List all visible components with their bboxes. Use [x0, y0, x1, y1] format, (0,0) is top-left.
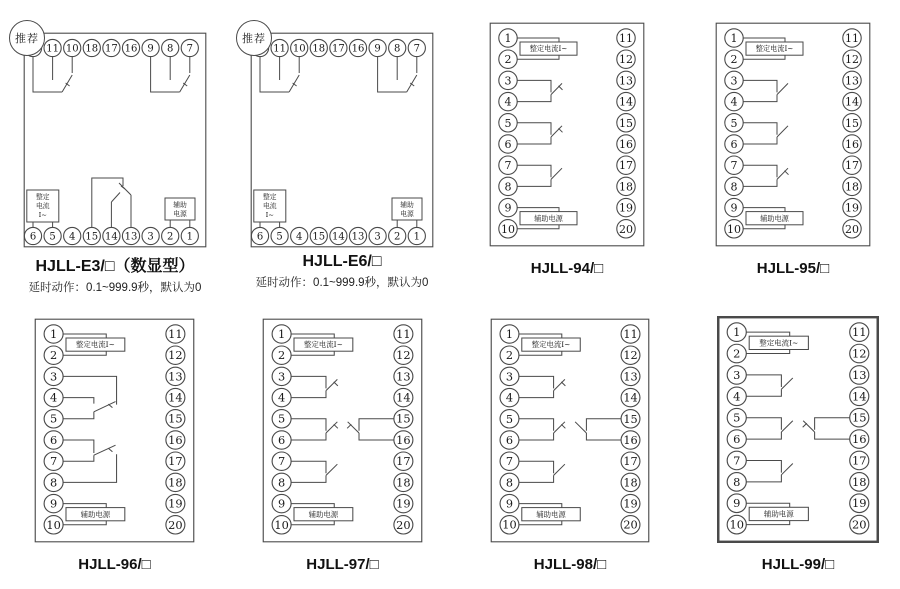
model-caption-98: HJLL-98/□: [533, 556, 607, 573]
svg-text:2: 2: [730, 53, 738, 67]
svg-text:13: 13: [845, 74, 859, 88]
svg-text:1: 1: [733, 326, 741, 340]
svg-text:3: 3: [374, 231, 381, 243]
svg-text:13: 13: [852, 369, 867, 382]
svg-text:6: 6: [504, 137, 512, 151]
svg-text:3: 3: [49, 370, 58, 384]
svg-text:6: 6: [49, 434, 58, 447]
svg-text:7: 7: [733, 454, 741, 468]
svg-text:6: 6: [256, 231, 264, 243]
svg-text:12: 12: [852, 347, 867, 361]
relay-outline-98: [490, 318, 650, 543]
svg-text:1: 1: [504, 31, 512, 45]
model-caption-e3: HJLL-E3/□（数显型）: [35, 258, 195, 275]
svg-text:5: 5: [277, 412, 286, 426]
svg-text:5: 5: [276, 231, 283, 243]
diagram-hjll-e6: [242, 32, 434, 290]
svg-text:4: 4: [505, 391, 514, 405]
svg-text:13: 13: [351, 231, 365, 243]
diagram-hjll-95: [715, 22, 871, 277]
svg-text:11: 11: [623, 328, 638, 341]
svg-text:16: 16: [845, 137, 859, 151]
svg-text:1: 1: [49, 328, 58, 341]
svg-text:5: 5: [49, 231, 56, 243]
svg-text:1: 1: [505, 328, 514, 341]
svg-text:10: 10: [501, 222, 515, 236]
svg-text:14: 14: [845, 95, 859, 109]
svg-text:17: 17: [332, 43, 345, 55]
svg-text:2: 2: [504, 53, 512, 67]
schematic-hjll-99: [717, 316, 879, 543]
svg-text:14: 14: [852, 390, 867, 404]
svg-text:辅助电源: 辅助电源: [760, 213, 789, 223]
svg-text:17: 17: [105, 43, 118, 55]
svg-text:11: 11: [396, 328, 411, 341]
svg-text:7: 7: [730, 159, 738, 173]
svg-text:3: 3: [733, 369, 741, 382]
svg-text:11: 11: [168, 328, 183, 341]
svg-text:14: 14: [105, 231, 118, 243]
svg-text:18: 18: [845, 180, 859, 194]
svg-text:电源: 电源: [173, 210, 187, 218]
relay-outline-94: [489, 22, 645, 247]
svg-text:5: 5: [504, 116, 512, 130]
svg-text:1: 1: [413, 231, 420, 243]
svg-text:11: 11: [46, 43, 59, 55]
svg-text:辅助电源: 辅助电源: [536, 509, 566, 519]
svg-text:15: 15: [852, 411, 867, 425]
svg-text:8: 8: [505, 476, 514, 490]
svg-text:13: 13: [619, 74, 633, 88]
svg-text:20: 20: [619, 222, 633, 236]
svg-text:整定: 整定: [36, 193, 50, 201]
svg-text:6: 6: [733, 433, 741, 447]
svg-text:7: 7: [505, 455, 514, 469]
svg-text:5: 5: [505, 412, 514, 426]
svg-text:20: 20: [845, 222, 859, 236]
svg-text:5: 5: [730, 116, 738, 130]
svg-text:6: 6: [277, 434, 286, 447]
svg-text:20: 20: [168, 518, 183, 532]
svg-text:14: 14: [623, 391, 638, 405]
svg-text:9: 9: [277, 497, 286, 511]
schematic-hjll-97: [262, 318, 423, 543]
relay-outline-97: [262, 318, 423, 543]
svg-text:17: 17: [168, 455, 183, 469]
svg-text:14: 14: [396, 391, 411, 405]
svg-text:4: 4: [69, 231, 76, 243]
svg-text:13: 13: [124, 231, 138, 243]
svg-text:12: 12: [623, 349, 638, 363]
svg-text:1: 1: [730, 31, 738, 45]
svg-text:整定电流I~: 整定电流I~: [531, 340, 571, 350]
relay-outline-99: [717, 316, 879, 543]
svg-text:19: 19: [845, 201, 859, 215]
svg-text:3: 3: [505, 370, 514, 384]
svg-text:18: 18: [619, 180, 633, 194]
svg-text:I~: I~: [265, 211, 274, 219]
svg-text:15: 15: [396, 412, 411, 426]
svg-text:8: 8: [49, 476, 58, 490]
svg-text:15: 15: [168, 412, 183, 426]
model-caption-96: HJLL-96/□: [78, 556, 151, 573]
svg-text:7: 7: [49, 455, 58, 469]
svg-text:8: 8: [733, 476, 741, 489]
svg-text:2: 2: [49, 349, 58, 363]
svg-text:3: 3: [277, 370, 286, 384]
svg-text:2: 2: [505, 349, 514, 363]
recommended-badge: 推荐: [9, 20, 45, 56]
svg-text:辅助: 辅助: [400, 201, 414, 209]
svg-text:辅助电源: 辅助电源: [534, 213, 563, 223]
svg-text:9: 9: [505, 497, 514, 511]
svg-text:1: 1: [186, 231, 193, 243]
svg-text:7: 7: [277, 455, 286, 469]
svg-text:4: 4: [733, 390, 741, 404]
svg-text:4: 4: [504, 95, 512, 109]
relay-outline-e6: [242, 32, 434, 248]
svg-text:12: 12: [845, 53, 859, 67]
svg-text:17: 17: [845, 159, 859, 173]
svg-text:10: 10: [727, 222, 741, 236]
svg-text:辅助电源: 辅助电源: [80, 509, 111, 519]
svg-text:6: 6: [730, 137, 738, 151]
svg-text:3: 3: [730, 74, 738, 88]
model-caption-99: HJLL-99/□: [761, 556, 835, 573]
delay-note-e3: 延时动作：0.1~999.9秒，默认为0: [28, 282, 202, 294]
svg-text:12: 12: [396, 349, 411, 363]
svg-text:10: 10: [502, 518, 517, 532]
svg-text:2: 2: [394, 231, 401, 243]
svg-text:2: 2: [733, 347, 741, 361]
svg-text:6: 6: [29, 231, 37, 243]
diagram-hjll-96: [34, 318, 195, 573]
model-caption-e6: HJLL-E6/□: [302, 253, 382, 270]
svg-text:电源: 电源: [400, 210, 414, 218]
svg-text:16: 16: [351, 43, 365, 55]
diagram-hjll-e3: [15, 32, 207, 295]
svg-text:4: 4: [730, 95, 738, 109]
svg-text:4: 4: [296, 231, 303, 243]
schematic-hjll-98: [490, 318, 650, 543]
svg-text:20: 20: [852, 518, 867, 532]
svg-text:19: 19: [619, 201, 633, 215]
svg-text:9: 9: [147, 43, 154, 55]
svg-text:电流: 电流: [263, 202, 277, 210]
svg-text:12: 12: [619, 53, 633, 67]
svg-text:16: 16: [619, 137, 633, 151]
svg-text:整定电流I~: 整定电流I~: [76, 340, 115, 350]
svg-text:17: 17: [619, 159, 633, 173]
svg-text:15: 15: [85, 231, 99, 243]
svg-text:9: 9: [374, 43, 381, 55]
svg-text:8: 8: [504, 180, 512, 194]
svg-text:3: 3: [504, 74, 512, 88]
model-caption-94: HJLL-94/□: [530, 260, 604, 277]
svg-text:8: 8: [167, 43, 174, 55]
svg-text:10: 10: [292, 43, 306, 55]
svg-text:10: 10: [65, 43, 79, 55]
svg-text:辅助电源: 辅助电源: [763, 509, 794, 519]
svg-text:5: 5: [49, 412, 58, 426]
svg-text:I~: I~: [38, 211, 47, 219]
svg-text:7: 7: [504, 159, 512, 173]
svg-text:9: 9: [49, 497, 58, 511]
svg-text:整定电流I~: 整定电流I~: [304, 340, 343, 350]
svg-text:5: 5: [733, 411, 741, 425]
schematic-hjll-96: [34, 318, 195, 543]
schematic-hjll-e3: [23, 32, 207, 248]
svg-text:8: 8: [277, 476, 286, 490]
svg-text:16: 16: [168, 434, 183, 447]
svg-text:整定电流I~: 整定电流I~: [759, 338, 799, 348]
schematic-hjll-e6: [250, 32, 434, 248]
svg-text:18: 18: [623, 476, 638, 490]
svg-text:1: 1: [277, 328, 286, 341]
diagram-hjll-94: [489, 22, 645, 277]
svg-text:9: 9: [730, 201, 738, 215]
svg-text:19: 19: [168, 497, 183, 511]
svg-text:14: 14: [332, 231, 345, 243]
diagram-hjll-98: [490, 318, 650, 573]
svg-text:整定: 整定: [263, 193, 277, 201]
svg-text:4: 4: [277, 391, 286, 405]
svg-text:18: 18: [168, 476, 183, 490]
svg-text:整定电流I~: 整定电流I~: [529, 44, 568, 54]
schematic-hjll-94: [489, 22, 645, 247]
svg-text:11: 11: [845, 31, 859, 45]
svg-text:8: 8: [730, 180, 738, 194]
svg-text:9: 9: [733, 497, 741, 511]
recommended-badge: 推荐: [236, 20, 272, 56]
relay-outline-96: [34, 318, 195, 543]
svg-text:18: 18: [312, 43, 326, 55]
svg-text:11: 11: [273, 43, 286, 55]
svg-text:11: 11: [852, 326, 867, 340]
svg-text:14: 14: [168, 391, 183, 405]
svg-text:11: 11: [619, 31, 633, 45]
svg-text:7: 7: [186, 43, 193, 55]
svg-text:电流: 电流: [36, 202, 50, 210]
svg-text:17: 17: [852, 454, 867, 468]
svg-text:15: 15: [845, 116, 859, 130]
svg-text:15: 15: [623, 412, 638, 426]
svg-text:19: 19: [623, 497, 638, 511]
relay-outline-e3: [15, 32, 207, 248]
svg-text:整定电流I~: 整定电流I~: [755, 44, 794, 54]
svg-text:3: 3: [147, 231, 154, 243]
svg-text:16: 16: [124, 43, 138, 55]
svg-text:19: 19: [852, 497, 867, 511]
diagram-hjll-97: [262, 318, 423, 573]
delay-note-e6: 延时动作：0.1~999.9秒，默认为0: [255, 277, 429, 289]
svg-text:16: 16: [623, 434, 638, 447]
svg-text:13: 13: [168, 370, 183, 384]
svg-text:16: 16: [396, 434, 411, 447]
svg-text:16: 16: [852, 433, 867, 447]
svg-text:17: 17: [623, 455, 638, 469]
svg-text:2: 2: [277, 349, 286, 363]
svg-text:8: 8: [394, 43, 401, 55]
svg-text:10: 10: [274, 518, 289, 532]
diagram-hjll-99: [717, 316, 879, 573]
svg-text:6: 6: [505, 434, 514, 447]
svg-text:18: 18: [852, 476, 867, 489]
svg-text:15: 15: [619, 116, 633, 130]
svg-text:13: 13: [623, 370, 638, 384]
svg-text:10: 10: [729, 518, 744, 532]
svg-text:13: 13: [396, 370, 411, 384]
svg-text:20: 20: [623, 518, 638, 532]
svg-text:15: 15: [312, 231, 326, 243]
schematic-hjll-95: [715, 22, 871, 247]
relay-outline-95: [715, 22, 871, 247]
svg-text:9: 9: [504, 201, 512, 215]
svg-text:7: 7: [413, 43, 420, 55]
svg-text:4: 4: [49, 391, 58, 405]
svg-text:17: 17: [396, 455, 411, 469]
svg-text:10: 10: [46, 518, 61, 532]
svg-text:20: 20: [396, 518, 411, 532]
svg-text:辅助电源: 辅助电源: [308, 509, 339, 519]
svg-text:辅助: 辅助: [173, 201, 187, 209]
model-caption-95: HJLL-95/□: [756, 260, 830, 277]
svg-text:18: 18: [85, 43, 99, 55]
svg-text:12: 12: [168, 349, 183, 363]
svg-text:2: 2: [167, 231, 174, 243]
svg-text:19: 19: [396, 497, 411, 511]
model-caption-97: HJLL-97/□: [306, 556, 379, 573]
svg-text:14: 14: [619, 95, 633, 109]
svg-text:18: 18: [396, 476, 411, 490]
